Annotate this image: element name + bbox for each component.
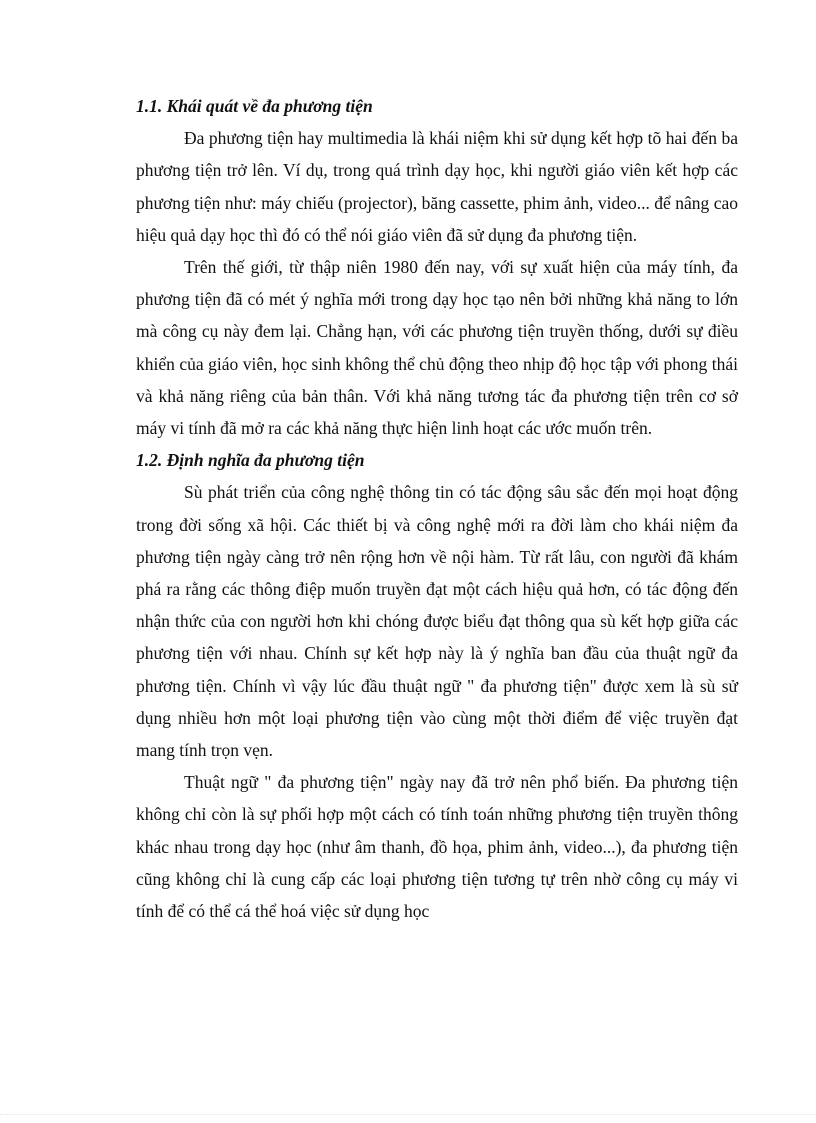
paragraph: Đa phương tiện hay multimedia là khái niệm khi sử dụng kết hợp tõ hai đến ba phương tiện trở lên. Ví dụ, trong quá trình dạy học, khi người giáo viên kết hợp các phương tiện như: máy chiếu (projector), băng cassette, phim ảnh, video... để nâng cao hiệu quả dạy học thì đó có thể nói giáo viên đã sử dụng đa phương tiện.	[136, 128, 738, 245]
section-heading-1-2: 1.2. Định nghĩa đa phương tiện	[136, 450, 365, 471]
paragraph: Trên thế giới, từ thập niên 1980 đến nay, với sự xuất hiện của máy tính, đa phương tiện đã có mét ý nghĩa mới trong dạy học tạo nên bởi những khả năng to lớn mà công cụ này đem lại. Chẳng hạn, với các phương tiện truyền thống, dưới sự điều khiển của giáo viên, học sinh không thể chủ động theo nhịp độ học tập với phong thái và khả năng riêng của bản thân. Với khả năng tương tác đa phương tiện trên cơ sở máy vi tính đã mở ra các khả năng thực hiện linh hoạt các ước muốn trên.	[136, 257, 738, 439]
section-heading-1-1: 1.1. Khái quát về đa phương tiện	[136, 96, 373, 116]
paragraph: Thuật ngữ " đa phương tiện" ngày nay đã trở nên phổ biến. Đa phương tiện không chỉ còn là sự phối hợp một cách có tính toán những phương tiện truyền thông khác nhau trong dạy học (như âm thanh, đồ họa, phim ảnh, video...), đa phương tiện cũng không chỉ là cung cấp các loại phương tiện tương tự trên nhờ công cụ máy vi tính để có thể cá thể hoá việc sử dụng học	[136, 772, 738, 922]
page-bottom-divider	[0, 1114, 816, 1115]
document-body	[136, 90, 738, 927]
paragraph: Sù phát triển của công nghệ thông tin có tác động sâu sắc đến mọi hoạt động trong đời sống xã hội. Các thiết bị và công nghệ mới ra đời làm cho khái niệm đa phương tiện ngày càng trở nên rộng hơn về nội hàm. Từ rất lâu, con người đã khám phá ra rằng các thông điệp muốn truyền đạt một cách hiệu quả hơn, có tác động đến nhận thức của con người hơn khi chóng được biểu đạt thông qua sù kết hợp giữa các phương tiện với nhau. Chính sự kết hợp này là ý nghĩa ban đầu của thuật ngữ đa phương tiện. Chính vì vậy lúc đầu thuật ngữ " đa phương tiện" được xem là sù sử dụng nhiều hơn một loại phương tiện vào cùng một thời điểm để việc truyền đạt mang tính trọn vẹn.	[136, 482, 738, 761]
